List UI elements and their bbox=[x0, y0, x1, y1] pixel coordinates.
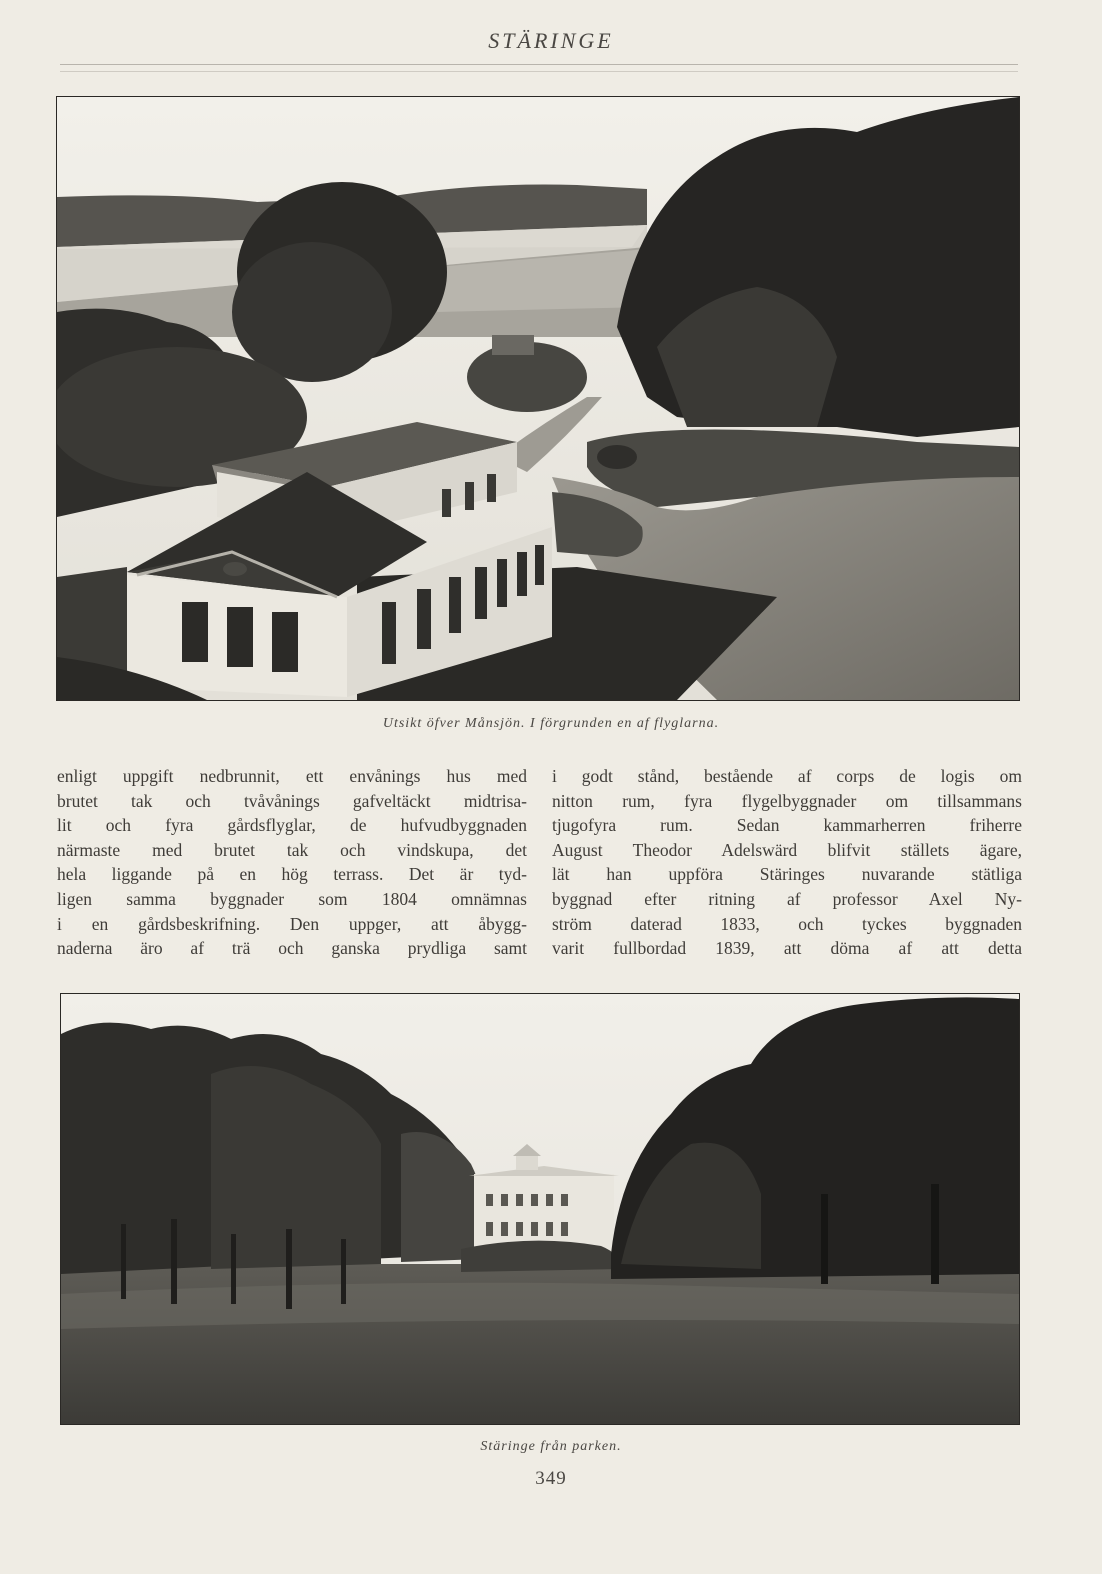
text-line: i en gårdsbeskrifning. Den uppger, att åbygg- bbox=[57, 913, 527, 934]
text-line: ström daterad 1833, och tyckes byggnaden bbox=[552, 913, 1022, 934]
text-line: lit och fyra gårdsflyglar, de hufvudbyggnaden bbox=[57, 815, 527, 836]
text-line: varit fullbordad 1839, att döma af att detta bbox=[552, 938, 1022, 959]
photo-lake-view-caption: Utsikt öfver Månsjön. I förgrunden en af flyglarna. bbox=[382, 716, 720, 731]
photo-park-view bbox=[60, 993, 1020, 1425]
text-line: naderna äro af trä och ganska prydliga samt bbox=[57, 938, 527, 959]
text-line: enligt uppgift nedbrunnit, ett envånings hus med bbox=[57, 766, 527, 786]
header-rule bbox=[60, 64, 1018, 65]
text-line: August Theodor Adelswärd blifvit ställets ägare, bbox=[552, 839, 1022, 860]
text-line: ligen samma byggnader som 1804 omnämnas bbox=[57, 888, 527, 909]
photo-lake-view bbox=[56, 96, 1020, 701]
page-number: 349 bbox=[535, 1468, 567, 1489]
text-line: byggnad efter ritning af professor Axel Ny- bbox=[552, 888, 1022, 909]
photo-lake-view-image bbox=[57, 97, 1019, 700]
text-line: närmaste med brutet tak och vindskupa, det bbox=[57, 839, 527, 860]
text-column-left bbox=[57, 764, 527, 961]
photo-park-view-caption: Stäringe från parken. bbox=[480, 1439, 622, 1454]
text-line: nitton rum, fyra flygelbyggnader om tillsammans bbox=[552, 790, 1022, 811]
photo-park-view-image bbox=[61, 994, 1019, 1424]
text-line: lät han uppföra Stäringes nuvarande stätliga bbox=[552, 864, 1022, 885]
text-column-right bbox=[552, 764, 1022, 961]
text-line: hela liggande på en hög terrass. Det är tyd- bbox=[57, 864, 527, 885]
text-line: tjugofyra rum. Sedan kammarherren friherre bbox=[552, 815, 1022, 836]
text-line: brutet tak och tvåvånings gafveltäckt midtrisa- bbox=[57, 790, 527, 811]
running-head: STÄRINGE bbox=[488, 28, 614, 53]
text-line: i godt stånd, bestående af corps de logis om bbox=[552, 766, 1022, 786]
header-rule-thin bbox=[60, 71, 1018, 72]
